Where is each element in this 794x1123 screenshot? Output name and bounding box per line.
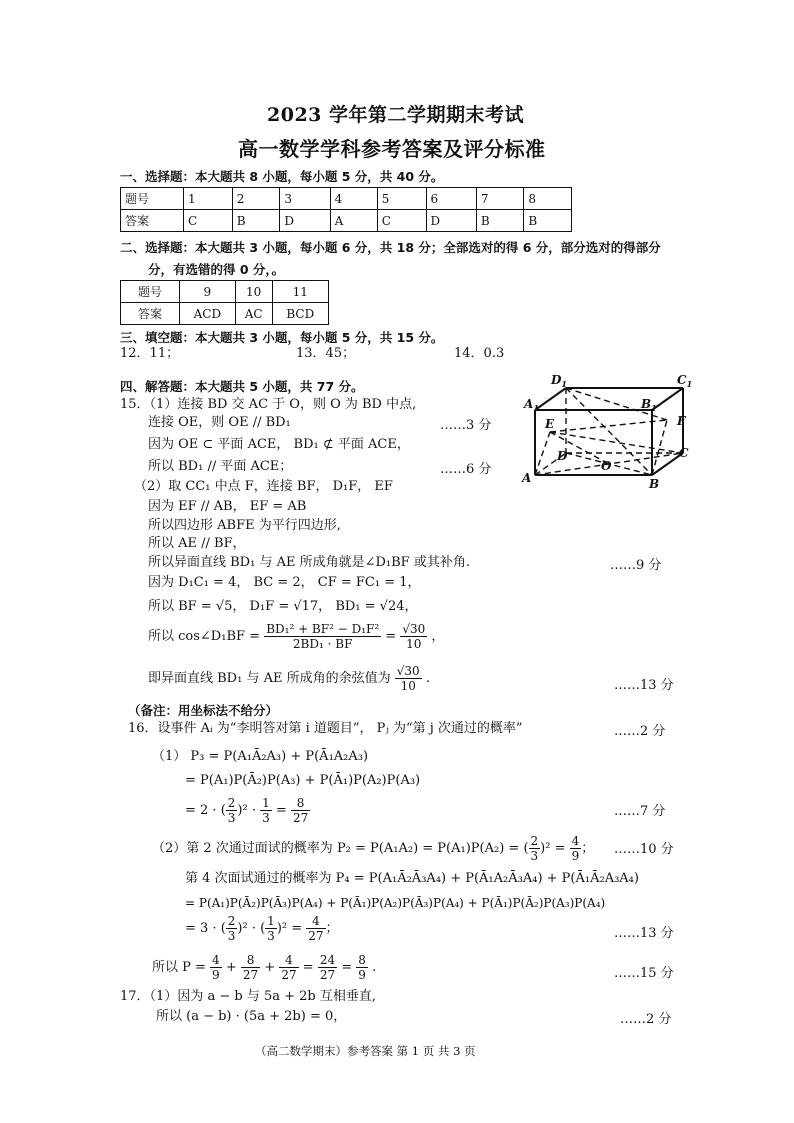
q15-line-3: 因为 OE ⊂ 平面 ACE， BD₁ ⊄ 平面 ACE， [148,437,410,452]
fraction-numerator: 2 [227,914,236,928]
fraction [570,834,582,863]
expr-part: )² = [540,841,566,856]
fraction-denominator: 3 [227,929,236,943]
fraction-denominator: 3 [267,929,275,943]
table-cell: 2 [232,188,280,210]
table-cell: 8 [524,188,572,210]
fraction-numerator: 1 [262,796,270,810]
q15-cos-formula [148,622,444,651]
q17-line-2: 所以 (a − b) · (5a + 2b) = 0， [156,1009,347,1024]
expr-part: ； [325,921,339,936]
comma: ， [431,629,445,644]
label-c1: $C_1$ [677,373,693,389]
table-row [121,188,572,210]
fraction [210,953,222,982]
fraction-numerator: 2 [227,796,236,810]
expr-part: = 2 · ( [185,803,226,818]
fraction [279,953,298,982]
fraction-numerator: 8 [291,796,310,811]
fraction-numerator: 4 [306,914,325,929]
fraction-numerator: √30 [402,622,426,636]
section-1-answer-table [120,187,572,232]
fraction-denominator: 27 [292,811,309,825]
period: . [425,671,430,686]
table-cell: C [184,210,233,232]
fraction [265,914,277,943]
q16-line-9 [152,953,376,982]
label-o: O [601,459,612,473]
fraction-numerator: 1 [267,914,275,928]
fraction [226,796,238,825]
fraction-numerator: 2 [530,834,539,848]
q16-score-7: ……7 分 [614,804,666,819]
fraction-denominator: 10 [400,679,416,693]
label-d: D [557,449,568,463]
table-cell: 3 [280,188,330,210]
fraction-numerator: 24 [319,953,336,967]
table-cell: B [524,210,572,232]
table-row [121,281,329,303]
fraction [226,914,238,943]
expr-part: （2）第 2 次通过面试的概率为 P₂ = P(A₁A₂) = P(A₁)P(A₂) = ( [152,841,529,856]
q16-line-1: 16．设事件 Aᵢ 为“李明答对第 i 道题目”， Pⱼ 为“第 j 次通过的概率” [128,721,523,736]
q15-cos-prefix: 所以 cos∠D₁BF = [148,629,261,644]
fraction-numerator: 8 [241,953,260,968]
q15-line-1: 15．（1）连接 BD 交 AC 于 O，则 O 为 BD 中点, [120,397,417,412]
table-cell: C [377,210,426,232]
table-cell: 9 [180,281,236,303]
line-ef [550,420,667,432]
q16-line-2: （1） P₃ = P(A₁Ā₂A₃) + P(Ā₁A₂A₃) [152,749,369,764]
fraction [356,953,368,982]
table-cell: 5 [377,188,426,210]
fraction-denominator: 10 [406,637,422,651]
table-cell: 4 [330,188,377,210]
equals-sign: = [275,803,287,818]
table-cell: 11 [272,281,328,303]
plus-sign: + [225,960,237,975]
q16-score-13: ……13 分 [614,926,674,941]
prism-figure [515,370,695,495]
section-2-answer-table [120,280,329,325]
label-d1: $D_1$ [551,373,567,389]
document-title: 2023 学年第二学期期末考试 [267,104,524,126]
fraction [318,953,337,982]
table-cell: 答案 [121,303,180,325]
q15-line-9: 所以异面直线 BD₁ 与 AE 所成角就是∠D₁BF 或其补角. [148,555,470,570]
fraction-denominator: 2BD₁ · BF [292,637,353,651]
table-cell: B [232,210,280,232]
q15-conclusion [148,664,430,693]
fraction-numerator: 4 [571,834,580,848]
table-row [121,210,572,232]
equals-sign: = [341,960,353,975]
q15-line-7: 所以四边形 ABFE 为平行四边形, [148,518,341,533]
section-3-heading: 三、填空题：本大题共 3 小题，每小题 5 分，共 15 分。 [120,330,444,345]
table-cell: AC [235,303,272,325]
section-1-heading: 一、选择题：本大题共 8 小题，每小题 5 分，共 40 分。 [120,169,444,184]
section-2-heading-cont: 分，有选错的得 0 分，。 [148,262,285,277]
fraction-numerator: 8 [358,953,366,967]
q15-line-11: 所以 BF = √5， D₁F = √17， BD₁ = √24， [148,599,418,614]
q16-line-6: 第 4 次面试通过的概率为 P₄ = P(A₁Ā₂Ā₃A₄) + P(Ā₁A₂Ā₃A₄) + P(Ā₁Ā₂A₃A₄) [185,871,639,886]
q16-line-7: = P(A₁)P(Ā₂)P(Ā₃)P(A₄) + P(Ā₁)P(A₂)P(Ā₃)P(A₄) + P(Ā₁)P(Ā₂)P(A₃)P(A₄) [185,896,606,910]
q15-conclusion-text: 即异面直线 BD₁ 与 AE 所成角的余弦值为 [148,671,391,686]
expr-part: )² = [276,921,303,936]
label-e: E [545,417,555,431]
q15-note: （备注：用坐标法不给分） [128,703,279,718]
q16-score-10: ……10 分 [614,842,674,857]
q15-cos-fraction [264,622,381,651]
table-cell: 1 [184,188,233,210]
q15-score-6: ……6 分 [440,462,492,477]
fraction-numerator: BD₁² + BF² − D₁F² [266,622,380,636]
section-2-heading: 二、选择题：本大题共 3 小题，每小题 6 分，共 18 分；全部选对的得 6 分，部分选对的得部分 [120,240,661,255]
table-cell: D [280,210,330,232]
fraction [529,834,541,863]
fraction-denominator: 27 [242,968,259,982]
answer-13: 13．45； [296,346,356,361]
fraction-numerator: √30 [396,664,420,678]
plus-sign: + [264,960,276,975]
fraction-denominator: 9 [212,968,220,982]
table-cell: 答案 [121,210,184,232]
q16-score-2: ……2 分 [614,724,666,739]
answer-12: 12．11； [120,346,180,361]
fraction-denominator: 27 [281,968,297,982]
section-4-heading: 四、解答题：本大题共 5 小题，共 77 分。 [120,379,364,394]
period: . [372,960,377,975]
table-cell: 题号 [121,281,180,303]
table-row [121,303,329,325]
q15-score-13: ……13 分 [614,678,674,693]
q15-line-2: 连接 OE，则 OE // BD₁ [148,415,291,430]
fraction-denominator: 27 [308,929,324,943]
fraction [291,796,310,825]
q15-line-4: 所以 BD₁ // 平面 ACE； [148,459,293,474]
q17-score-2: ……2 分 [620,1012,672,1027]
q15-line-5: （2）取 CC₁ 中点 F，连接 BF， D₁F， EF [134,479,393,494]
equals-sign: = [385,629,397,644]
table-cell: B [476,210,524,232]
expr-part: )² · ( [237,921,266,936]
table-cell: D [426,210,476,232]
q16-score-15: ……15 分 [614,966,674,981]
q15-line-10: 因为 D₁C₁ = 4， BC = 2， CF = FC₁ = 1， [148,575,421,590]
fraction-denominator: 3 [530,849,539,863]
fraction-numerator: 4 [212,953,220,967]
q16-line-8 [185,914,339,943]
table-cell: 7 [476,188,524,210]
label-b1: $B_1$ [641,397,657,413]
table-cell: 6 [426,188,476,210]
label-a: A [522,471,532,485]
document-subtitle: 高一数学学科参考答案及评分标准 [238,137,546,161]
table-cell: ACD [180,303,236,325]
answer-14: 14．0.3 [454,346,505,361]
table-cell: BCD [272,303,328,325]
fraction-numerator: 4 [279,953,298,968]
expr-part: = 3 · ( [185,921,226,936]
q15-score-9: ……9 分 [610,558,662,573]
q15-line-6: 因为 EF // AB， EF = AB [148,499,307,514]
page-footer: （高二数学期末）参考答案 第 1 页 共 3 页 [255,1044,476,1058]
fraction-denominator: 3 [227,811,236,825]
q16-line-3: = P(A₁)P(Ā₂)P(A₃) + P(Ā₁)P(A₂)P(A₃) [185,773,421,788]
expr-part: ； [581,841,595,856]
edge-a1d1 [535,388,566,410]
fraction [241,953,260,982]
fraction-denominator: 3 [262,811,270,825]
q16-line-5 [152,834,594,863]
label-a1: $A_1$ [524,397,539,413]
q15-score-3: ……3 分 [440,418,492,433]
q17-line-1: 17．（1）因为 a − b 与 5a + 2b 互相垂直, [120,989,376,1004]
label-f: F [677,414,686,428]
fraction-denominator: 9 [358,968,366,982]
table-cell: 题号 [121,188,184,210]
fraction [260,796,272,825]
table-cell: A [330,210,377,232]
label-c: C [679,446,689,460]
table-cell: 10 [235,281,272,303]
q15-cos-result [400,622,427,651]
q16-line-4 [185,796,310,825]
line-ae [535,432,550,475]
equals-sign: = [302,960,314,975]
expr-part: )² · [237,803,256,818]
q15-line-8: 所以 AE // BF， [148,536,246,551]
fraction-denominator: 9 [571,849,580,863]
expr-part: 所以 P = [152,960,206,975]
fraction-denominator: 27 [319,968,336,982]
fraction [306,914,325,943]
q15-conclusion-fraction [395,664,422,693]
label-b: B [649,477,660,491]
